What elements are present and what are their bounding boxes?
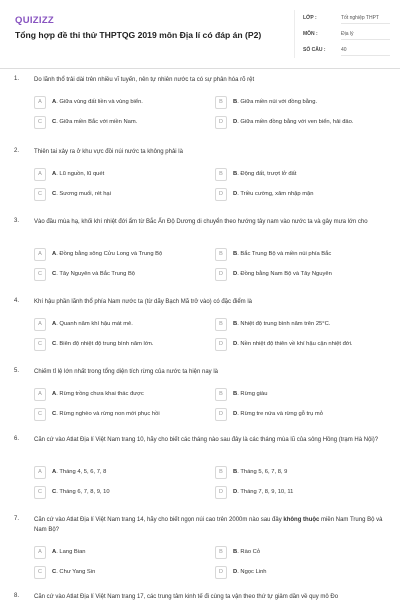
option-value: Tây Nguyên và Bắc Trung Bộ [59,271,136,277]
option-text [233,469,287,475]
option-letter-box[interactable]: C [34,338,46,351]
option-letter-dot: . [56,271,60,277]
option-text [233,99,317,105]
option-letter-box[interactable]: A [34,168,46,181]
option-letter-label: A [52,251,57,257]
question-number: 8. [14,593,20,599]
option-a[interactable] [34,168,202,182]
option-c[interactable] [34,116,202,130]
question-text: Vào đầu mùa hạ, khối khí nhiệt đới ẩm từ Bắc Ấn Độ Dương di chuyển theo hướng tây nam vào nước ta và gây mưa lớn cho [34,219,368,225]
option-c[interactable] [34,486,202,500]
option-text [52,271,135,277]
option-a[interactable] [34,466,202,480]
option-text [52,549,86,555]
option-letter-label: C [52,341,57,347]
option-text [233,489,293,495]
option-text [233,341,353,347]
option-letter-dot: . [56,99,60,105]
question-number: 5. [14,368,20,374]
option-b[interactable] [215,388,383,402]
option-b[interactable] [215,466,383,480]
question-text-part: miền Nam Trung Bộ và Nam Bộ? [34,517,383,533]
option-text [52,251,162,257]
meta-panel [294,10,390,58]
option-text [52,391,144,397]
option-letter-dot: . [56,171,60,177]
option-letter-label: A [52,549,57,555]
option-letter-box[interactable]: D [215,408,227,421]
question-number: 1. [14,76,20,82]
option-letter-label: D [233,569,238,575]
option-value: Sương muối, rét hại [59,191,111,197]
option-letter-label: B [233,99,238,105]
option-letter-label: B [233,549,238,555]
option-letter-box[interactable]: A [34,388,46,401]
option-letter-box[interactable]: B [215,96,227,109]
quizizz-logo [15,15,54,26]
option-letter-label: A [52,469,57,475]
option-value: Quanh năm khí hậu mát mẻ. [59,321,133,327]
option-text [52,469,106,475]
option-value: Giữa miền núi với đồng bằng. [240,99,318,105]
option-letter-box[interactable]: C [34,566,46,579]
option-text [233,411,323,417]
meta-row-class [303,10,390,26]
option-text [233,321,330,327]
option-letter-label: D [233,119,238,125]
option-letter-dot: . [237,549,241,555]
option-text [233,569,267,575]
option-value: Đồng bằng sông Cửu Long và Trung Bộ [59,251,163,257]
option-d[interactable] [215,408,383,422]
option-letter-label: C [52,489,57,495]
meta-label: LỚP : [303,15,317,21]
question-number: 7. [14,516,20,522]
option-letter-label: C [52,411,57,417]
option-letter-dot: . [237,411,241,417]
option-letter-dot: . [237,191,241,197]
meta-value: Địa lý [341,29,390,40]
option-letter-dot: . [237,171,241,177]
option-letter-dot: . [237,391,241,397]
option-letter-box[interactable]: B [215,168,227,181]
header-divider [0,68,400,69]
option-letter-box[interactable]: A [34,248,46,261]
option-a[interactable] [34,546,202,560]
question-text: Chiếm tỉ lệ lớn nhất trong tổng diện tích rừng của nước ta hiện nay là [34,369,219,375]
question-number: 4. [14,298,20,304]
option-value: Đồng bằng Nam Bộ và Tây Nguyên [240,271,332,277]
option-value: Giữa miền Bắc với miền Nam. [59,119,138,125]
option-letter-dot: . [237,569,241,575]
option-letter-dot: . [56,489,60,495]
document-header [0,0,400,68]
option-letter-label: D [233,341,238,347]
option-letter-box[interactable]: B [215,388,227,401]
option-value: Tháng 6, 7, 8, 9, 10 [59,489,110,495]
option-letter-box[interactable]: D [215,566,227,579]
option-letter-box[interactable]: A [34,466,46,479]
option-d[interactable] [215,566,383,580]
option-letter-label: A [52,391,57,397]
option-letter-label: A [52,99,57,105]
question-text: Khí hậu phần lãnh thổ phía Nam nước ta (từ dãy Bạch Mã trở vào) có đặc điểm là [34,299,253,305]
option-d[interactable] [215,338,383,352]
option-text [52,411,160,417]
option-letter-dot: . [56,411,60,417]
option-letter-dot: . [237,251,241,257]
question-number: 3. [14,218,20,224]
question-text: Thiên tai xảy ra ở khu vực đồi núi nước ta không phải là [34,149,183,155]
option-b[interactable] [215,546,383,560]
option-letter-label: D [233,191,238,197]
option-letter-label: C [52,569,57,575]
question-number: 2. [14,148,20,154]
meta-label: MÔN : [303,31,318,37]
option-value: Giữa vùng đất liền và vùng biển. [59,99,143,105]
option-value: Biên độ nhiệt độ trung bình năm lớn. [59,341,154,347]
option-value: Chư Yang Sin [59,569,96,575]
option-value: Rừng nghèo và rừng non mới phục hồi [59,411,160,417]
option-c[interactable] [34,268,202,282]
option-letter-label: C [52,271,57,277]
option-b[interactable] [215,96,383,110]
option-letter-label: A [52,321,57,327]
question-text: Căn cứ vào Atlat Địa lí Việt Nam trang 17, các trung tâm kinh tế đi cùng ta vận theo thứ tự giảm dần về quy mô Đo [34,594,339,600]
option-text [52,171,104,177]
option-letter-label: D [233,411,238,417]
option-value: Lũ nguồn, lũ quét [59,171,105,177]
option-text [233,191,314,197]
option-text [52,99,143,105]
option-d[interactable] [215,268,383,282]
option-letter-label: D [233,271,238,277]
option-letter-label: B [233,251,238,257]
option-d[interactable] [215,486,383,500]
option-a[interactable] [34,248,202,262]
option-value: Rừng giàu [240,391,268,397]
option-value: Động đất, trượt lở đất [240,171,297,177]
option-text [233,119,354,125]
option-letter-dot: . [56,119,60,125]
option-letter-label: B [233,171,238,177]
option-text [233,171,296,177]
option-c[interactable] [34,338,202,352]
option-text [52,321,133,327]
option-letter-box[interactable]: C [34,486,46,499]
question-text: Căn cứ vào Atlat Địa lí Việt Nam trang 10, hãy cho biết các tháng nào sau đây là các tháng mùa lũ của sông Hồng (trạm Hà Nội)? [34,437,379,443]
option-text [52,191,111,197]
option-letter-label: C [52,191,57,197]
option-b[interactable] [215,318,383,332]
option-value: Nhiệt độ trung bình năm trên 25°C. [240,321,331,327]
option-text [52,119,137,125]
meta-row-subject [303,26,390,42]
option-letter-dot: . [237,341,241,347]
option-letter-box[interactable]: C [34,408,46,421]
option-c[interactable] [34,566,202,580]
option-letter-dot: . [237,489,241,495]
option-letter-dot: . [237,469,241,475]
question-number: 6. [14,436,20,442]
option-letter-dot: . [56,251,60,257]
meta-value: 40 [341,45,390,56]
question-text-part: Căn cứ vào Atlat Địa lí Việt Nam trang 14, hãy cho biết ngọn núi cao trên 2000m nào sau đây [34,517,284,523]
option-letter-box[interactable]: B [215,318,227,331]
option-letter-label: B [233,321,238,327]
meta-value: Tốt nghiệp THPT [341,13,390,24]
option-value: Tháng 7, 8, 9, 10, 11 [240,489,294,495]
option-a[interactable] [34,96,202,110]
option-letter-dot: . [56,391,60,397]
option-text [52,341,153,347]
meta-label: SỐ CÂU : [303,47,326,53]
option-value: Rào Cỏ [240,549,261,555]
option-letter-box[interactable]: A [34,96,46,109]
option-value: Tháng 4, 5, 6, 7, 8 [59,469,107,475]
logo-text: QUIZIZZ [15,15,55,26]
option-letter-dot: . [56,569,60,575]
option-value: Tháng 5, 6, 7, 8, 9 [240,469,288,475]
option-letter-box[interactable]: C [34,116,46,129]
option-text [52,569,95,575]
option-d[interactable] [215,188,383,202]
option-letter-box[interactable]: B [215,546,227,559]
option-value: Nền nhiệt độ thiên về khí hậu cận nhiệt đới. [240,341,353,347]
option-value: Bắc Trung Bộ và miền núi phía Bắc [240,251,332,257]
option-letter-box[interactable]: D [215,338,227,351]
option-d[interactable] [215,116,383,130]
option-a[interactable] [34,318,202,332]
option-c[interactable] [34,408,202,422]
option-value: Lang Bian [59,549,86,555]
option-letter-box[interactable]: C [34,188,46,201]
option-letter-dot: . [237,271,241,277]
option-letter-box[interactable]: A [34,318,46,331]
option-letter-box[interactable]: D [215,268,227,281]
option-b[interactable] [215,248,383,262]
question-text [34,516,384,535]
option-value: Giữa miền đồng bằng với ven biển, hải đảo. [240,119,354,125]
option-letter-dot: . [56,549,60,555]
option-letter-label: A [52,171,57,177]
option-value: Triều cường, xâm nhập mặn [240,191,314,197]
option-text [233,549,260,555]
option-text [233,251,331,257]
meta-row-count [303,42,390,58]
option-letter-box[interactable]: D [215,116,227,129]
option-letter-box[interactable]: D [215,188,227,201]
document-title: Tổng hợp đề thi thử THPTQG 2019 môn Địa lí có đáp án (P2) [15,30,262,40]
option-letter-dot: . [56,321,60,327]
option-letter-dot: . [56,469,60,475]
option-letter-dot: . [237,99,241,105]
option-letter-label: B [233,469,238,475]
question-text-emphasis: không thuộc [283,517,320,523]
option-letter-box[interactable]: A [34,546,46,559]
option-c[interactable] [34,188,202,202]
option-value: Ngọc Linh [240,569,267,575]
option-a[interactable] [34,388,202,402]
option-letter-box[interactable]: B [215,248,227,261]
option-letter-box[interactable]: D [215,486,227,499]
option-letter-label: B [233,391,238,397]
question-text: Do lãnh thổ trải dài trên nhiều vĩ tuyến, nên tự nhiên nước ta có sự phân hóa rõ rệt [34,77,255,83]
option-text [52,489,110,495]
option-letter-label: D [233,489,238,495]
option-text [233,271,332,277]
option-letter-box[interactable]: C [34,268,46,281]
option-letter-box[interactable]: B [215,466,227,479]
option-letter-label: C [52,119,57,125]
option-letter-dot: . [56,341,60,347]
option-value: Rừng trồng chưa khai thác được [59,391,144,397]
option-b[interactable] [215,168,383,182]
option-letter-dot: . [237,119,241,125]
option-value: Rừng tre nứa và rừng gỗ trụ mỏ [240,411,323,417]
option-text [233,391,268,397]
option-letter-dot: . [237,321,241,327]
option-letter-dot: . [56,191,60,197]
